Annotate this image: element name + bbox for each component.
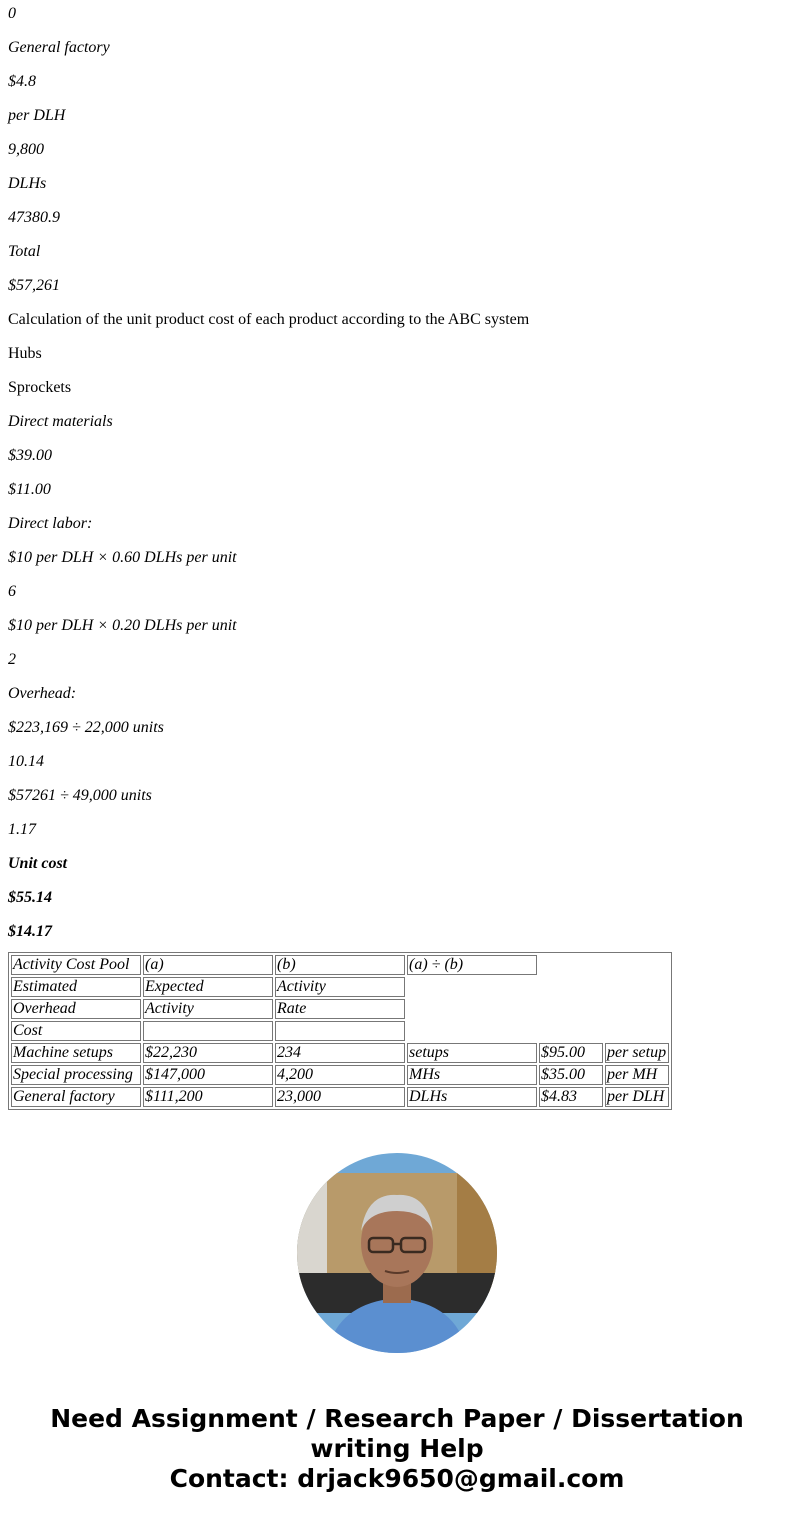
text-line: Overhead: bbox=[8, 685, 77, 702]
person-portrait-icon bbox=[297, 1153, 497, 1353]
text-line: $10 per DLH × 0.60 DLHs per unit bbox=[8, 549, 237, 566]
table-empty-cell bbox=[605, 1021, 669, 1041]
text-line: $39.00 bbox=[8, 447, 52, 464]
footer-contact: Contact: drjack9650@gmail.com bbox=[169, 1464, 625, 1493]
text-line: $10 per DLH × 0.20 DLHs per unit bbox=[8, 617, 237, 634]
table-header-row bbox=[11, 955, 669, 975]
table-cell: 4,200 bbox=[275, 1065, 405, 1085]
table-row bbox=[11, 1087, 669, 1107]
table-cell: Expected bbox=[143, 977, 273, 997]
table-cell: $111,200 bbox=[143, 1087, 273, 1107]
text-line: $4.8 bbox=[8, 73, 36, 90]
table-empty-cell bbox=[539, 1021, 603, 1041]
table-cell: Machine setups bbox=[11, 1043, 141, 1063]
text-line: 1.17 bbox=[8, 821, 36, 838]
table-cell bbox=[275, 1021, 405, 1041]
section-heading: Calculation of the unit product cost of each product according to the ABC system bbox=[8, 311, 530, 328]
table-empty-cell bbox=[407, 999, 537, 1019]
text-line: $57,261 bbox=[8, 277, 60, 294]
table-cell: MHs bbox=[407, 1065, 537, 1085]
footer-line: Need Assignment / Research Paper / Dissertation bbox=[50, 1404, 744, 1433]
text-line: per DLH bbox=[8, 107, 66, 124]
text-line: $223,169 ÷ 22,000 units bbox=[8, 719, 164, 736]
table-cell: (b) bbox=[275, 955, 405, 975]
table-cell bbox=[143, 1021, 273, 1041]
table-empty-cell bbox=[605, 955, 669, 975]
table-empty-cell bbox=[539, 955, 603, 975]
text-line: 6 bbox=[8, 583, 16, 600]
table-cell: (a) bbox=[143, 955, 273, 975]
text-line: Direct labor: bbox=[8, 515, 93, 532]
table-cell: Estimated bbox=[11, 977, 141, 997]
table-cell: Cost bbox=[11, 1021, 141, 1041]
footer-banner bbox=[0, 1404, 794, 1494]
table-cell: Activity bbox=[143, 999, 273, 1019]
text-line: 0 bbox=[8, 5, 16, 22]
unit-cost-label: Unit cost bbox=[8, 855, 68, 872]
table-cell: 23,000 bbox=[275, 1087, 405, 1107]
table-row bbox=[11, 1043, 669, 1063]
table-cell: Activity bbox=[275, 977, 405, 997]
table-cell: Rate bbox=[275, 999, 405, 1019]
table-cell: Special processing bbox=[11, 1065, 141, 1085]
table-header-row bbox=[11, 977, 669, 997]
activity-rate-table bbox=[8, 952, 672, 1110]
table-header-row bbox=[11, 999, 669, 1019]
table-cell: per DLH bbox=[605, 1087, 669, 1107]
table-empty-cell bbox=[539, 977, 603, 997]
table-empty-cell bbox=[605, 977, 669, 997]
table-cell: per setup bbox=[605, 1043, 669, 1063]
table-cell: 234 bbox=[275, 1043, 405, 1063]
table-cell: (a) ÷ (b) bbox=[407, 955, 537, 975]
unit-cost-sprockets: $14.17 bbox=[8, 923, 52, 940]
table-cell: $4.83 bbox=[539, 1087, 603, 1107]
text-line: 2 bbox=[8, 651, 16, 668]
text-line: $57261 ÷ 49,000 units bbox=[8, 787, 152, 804]
table-header-row bbox=[11, 1021, 669, 1041]
text-line: General factory bbox=[8, 39, 110, 56]
text-line: 9,800 bbox=[8, 141, 44, 158]
table-empty-cell bbox=[407, 977, 537, 997]
unit-cost-hubs: $55.14 bbox=[8, 889, 52, 906]
table-cell: Activity Cost Pool bbox=[11, 955, 141, 975]
table-cell: $147,000 bbox=[143, 1065, 273, 1085]
text-line: 47380.9 bbox=[8, 209, 60, 226]
table-cell: DLHs bbox=[407, 1087, 537, 1107]
text-line: $11.00 bbox=[8, 481, 51, 498]
table-cell: General factory bbox=[11, 1087, 141, 1107]
table-empty-cell bbox=[407, 1021, 537, 1041]
table-empty-cell bbox=[539, 999, 603, 1019]
table-cell: setups bbox=[407, 1043, 537, 1063]
column-label-hubs: Hubs bbox=[8, 345, 42, 362]
table-row bbox=[11, 1065, 669, 1085]
footer-line: writing Help bbox=[310, 1434, 484, 1463]
text-line: 10.14 bbox=[8, 753, 44, 770]
table-cell: $22,230 bbox=[143, 1043, 273, 1063]
text-line: Direct materials bbox=[8, 413, 113, 430]
table-cell: Overhead bbox=[11, 999, 141, 1019]
table-cell: per MH bbox=[605, 1065, 669, 1085]
table-cell: $95.00 bbox=[539, 1043, 603, 1063]
column-label-sprockets: Sprockets bbox=[8, 379, 72, 396]
table-cell: $35.00 bbox=[539, 1065, 603, 1085]
table-empty-cell bbox=[605, 999, 669, 1019]
author-photo bbox=[297, 1153, 497, 1353]
text-line: DLHs bbox=[8, 175, 47, 192]
text-line: Total bbox=[8, 243, 41, 260]
